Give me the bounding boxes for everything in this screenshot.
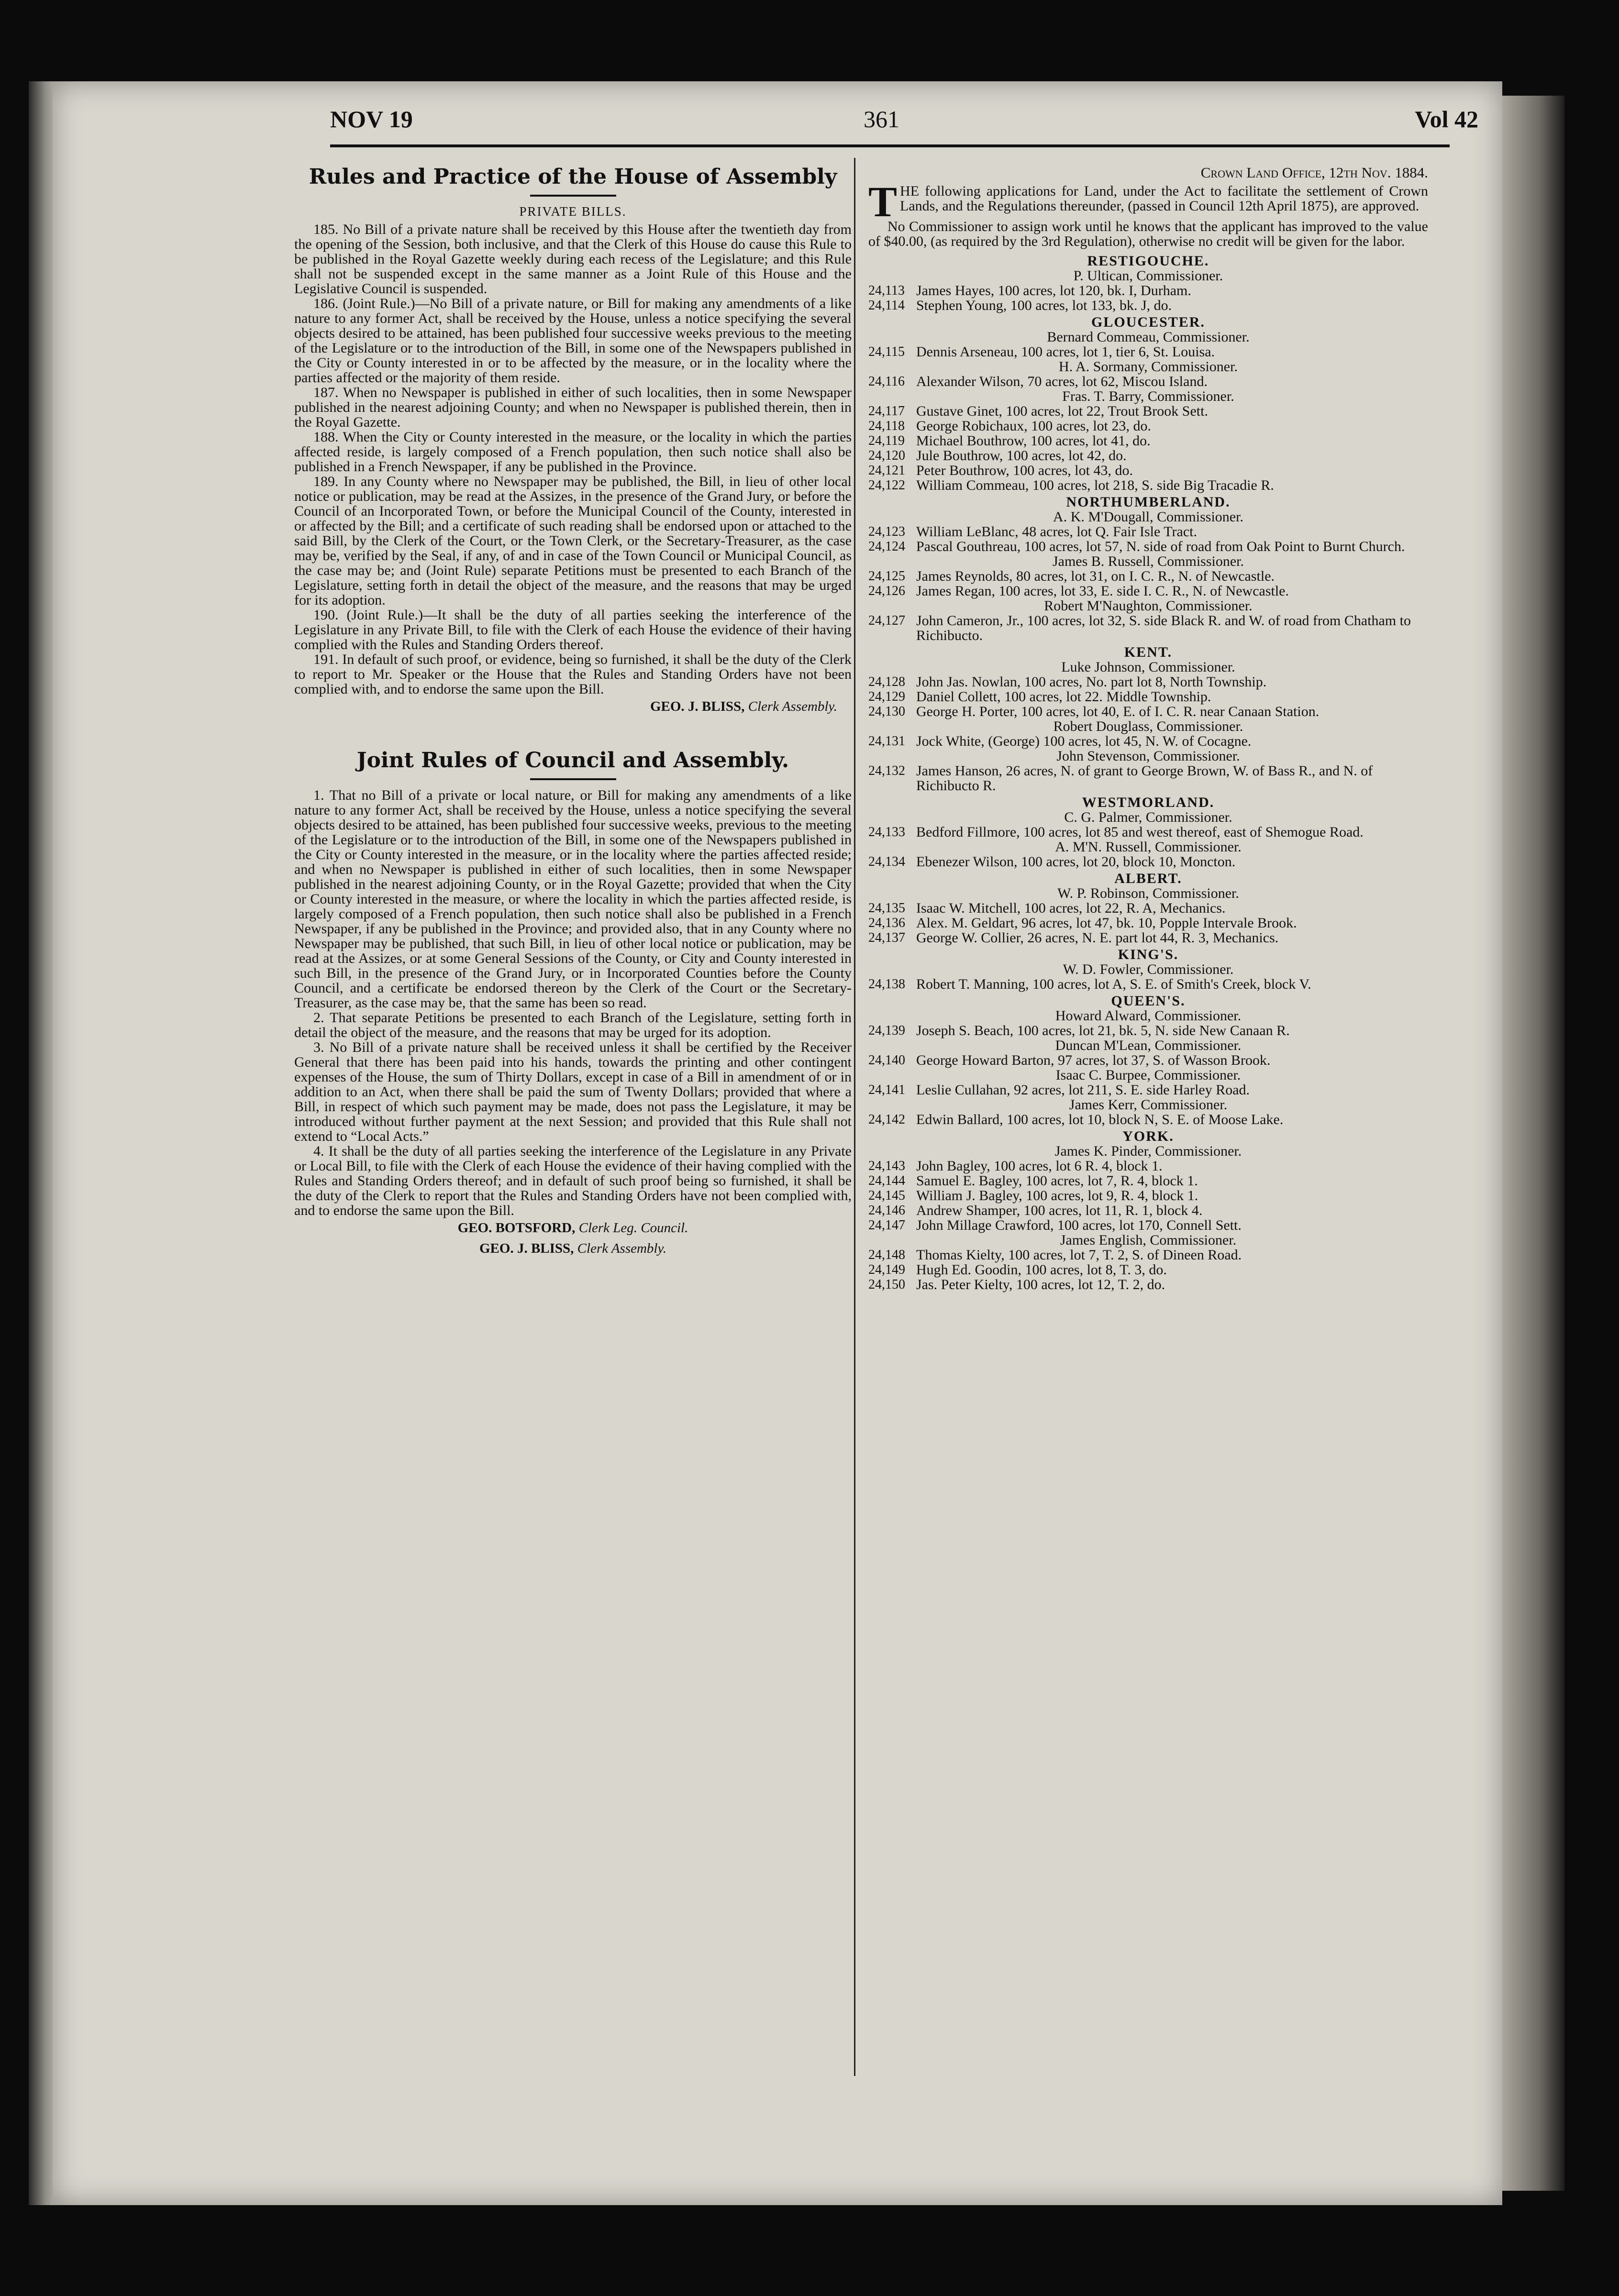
joint-rule-1: 1. That no Bill of a private or local nature, or Bill for making any amendments of a like nature to any former Act, shall be received by the House, unless a notice specifying the several objects desired to be attained, has been published four successive weeks, previous to the meeting of the Legislature or to the introduction of the Bill, in some one of the Newspapers published in the City or County interested in the measure, or in the locality where the parties affected reside; and when no Newspaper is published in either of such localities, then in some Newspaper published in the nearest adjoining County, or in the Royal Gazette; provided that when the City or County interested in the measure, or where the locality in which the parties affected reside, is largely composed of a French population, then such notice shall also be published in a French Newspaper, if any be published in the Province; and provided also, that in any County where no Newspaper may be published, that such Bill, in lieu of other local notice or publication, may be read at the Assizes, or at some General Sessions of the County, or City and County interested in such Bill, in the presence of the Grand Jury, or in Incorporated Counties before the County Council, and a certificate be endorsed thereon by the Clerk of the Court or the Secretary-Treasurer, as the case may be, that the same has been so read. [294,787,852,1011]
title-rule [530,195,616,197]
application-details: Leslie Cullahan, 92 acres, lot 211, S. E. side Harley Road. [916,1082,1250,1098]
rule-188: 188. When the City or County interested in the measure, or the locality in which the parties affected reside, is largely composed of a French population, then such notice shall also be published in a French Newspaper, if any be published in the Province. [294,429,852,475]
office-header: Crown Land Office, 12th Nov. 1884. [1200,164,1428,181]
running-head [330,105,1478,144]
commissioner-name: Fras. T. Barry, Commissioner. [1062,388,1234,404]
application-details: Joseph S. Beach, 100 acres, lot 21, bk. 5, N. side New Canaan R. [916,1023,1290,1038]
land-application-entry [868,524,1428,539]
commissioner-name: Howard Alward, Commissioner. [1055,1008,1242,1024]
land-application-entry [868,584,1428,598]
application-details: William J. Bagley, 100 acres, lot 9, R. 4, block 1. [916,1188,1198,1203]
land-application-entry [868,1112,1428,1127]
signature-name: GEO. J. BLISS, [479,1241,574,1256]
rule-186: 186. (Joint Rule.)—No Bill of a private nature, or Bill for making any amendments of a like nature to any former Act, shall be received by the House, unless a notice specifying the several objects desired to be attained, has been published four successive weeks previous to the meeting of the Legislature or to the introduction of the Bill, in some one of the Newspapers published in the City or County interested in or to be affected by the measure, or in the locality where the parties affected or the majority of them reside. [294,296,852,386]
commissioner-name: Luke Johnson, Commissioner. [1061,659,1235,675]
application-details: Peter Bouthrow, 100 acres, lot 43, do. [916,463,1133,478]
application-details: William LeBlanc, 48 acres, lot Q. Fair Isle Tract. [916,524,1197,540]
commissioner-note: No Commissioner to assign work until he knows that the applicant has improved to the value of $40.00, (as required by the 3rd Regulation), otherwise no credit will be given for the labor. [868,219,1428,249]
county-heading: KING'S. [1118,947,1179,962]
county-heading: YORK. [1122,1128,1174,1144]
application-details: Andrew Shamper, 100 acres, lot 11, R. 1, block 4. [916,1203,1203,1218]
land-application-entry [868,463,1428,478]
land-application-entry [868,374,1428,389]
application-details: Robert T. Manning, 100 acres, lot A, S. E. of Smith's Creek, block V. [916,976,1311,992]
land-application-entry [868,344,1428,359]
commissioner-name: A. K. M'Dougall, Commissioner. [1053,509,1243,525]
application-number: 24,127 [868,613,905,628]
header-date: NOV 19 [330,106,413,132]
application-details: Edwin Ballard, 100 acres, lot 10, block N, S. E. of Moose Lake. [916,1112,1284,1127]
application-number: 24,122 [868,478,905,493]
application-number: 24,136 [868,916,905,930]
application-number: 24,115 [868,344,905,359]
commissioner-name: A. M'N. Russell, Commissioner. [1055,839,1242,855]
application-details: Alexander Wilson, 70 acres, lot 62, Miscou Island. [916,374,1208,389]
application-number: 24,140 [868,1053,905,1068]
application-details: George Robichaux, 100 acres, lot 23, do. [916,418,1152,434]
drop-cap: T [868,178,898,226]
application-details: James Regan, 100 acres, lot 33, E. side I. C. R., N. of Newcastle. [916,583,1289,599]
commissioner-name: Bernard Commeau, Commissioner. [1047,329,1250,345]
county-heading: QUEEN'S. [1111,993,1186,1009]
application-details: Jock White, (George) 100 acres, lot 45, N. W. of Cocagne. [916,733,1252,749]
application-details: Samuel E. Bagley, 100 acres, lot 7, R. 4, block 1. [916,1173,1198,1189]
signature-name: GEO. BOTSFORD, [457,1220,576,1236]
newspaper-page [53,81,1502,2205]
rule-191: 191. In default of such proof, or evidence, being so furnished, it shall be the duty of the Clerk to report to Mr. Speaker or the House that the Rules and Standing Orders have not been complied with, and to endorse the same upon the Bill. [294,651,852,697]
signature-title: Clerk Assembly. [577,1241,667,1256]
application-details: Jule Bouthrow, 100 acres, lot 42, do. [916,448,1127,464]
application-details: Dennis Arseneau, 100 acres, lot 1, tier 6, St. Louisa. [916,344,1215,360]
joint-rule-2: 2. That separate Petitions be presented to each Branch of the Legislature, setting forth in detail the object of the measure, and the reasons that may be urged for its adoption. [294,1010,852,1040]
commissioner-name: W. P. Robinson, Commissioner. [1057,885,1239,901]
county-heading: NORTHUMBERLAND. [1066,494,1231,510]
section-title-joint-rules: Joint Rules of Council and Assembly. [356,748,789,773]
county-heading: RESTIGOUCHE. [1087,253,1209,269]
signature-name: GEO. J. BLISS, [650,699,745,714]
land-application-entry [868,613,1428,643]
right-column [868,165,1428,1292]
application-number: 24,118 [868,419,905,433]
signature-title: Clerk Assembly. [748,699,837,714]
application-number: 24,123 [868,524,905,539]
application-number: 24,128 [868,674,905,689]
land-application-entry [868,1277,1428,1292]
application-number: 24,134 [868,854,905,869]
application-number: 24,144 [868,1173,905,1188]
application-number: 24,113 [868,283,905,298]
commissioner-name: James K. Pinder, Commissioner. [1054,1143,1242,1159]
commissioner-name: Isaac C. Burpee, Commissioner. [1055,1067,1241,1083]
commissioner-name: James English, Commissioner. [1060,1232,1237,1248]
application-details: George W. Collier, 26 acres, N. E. part lot 44, R. 3, Mechanics. [916,930,1279,946]
land-application-entry [868,539,1428,554]
commissioner-name: Robert M'Naughton, Commissioner. [1044,598,1253,614]
commissioner-name: P. Ultican, Commissioner. [1073,268,1223,284]
section-subtitle: PRIVATE BILLS. [519,204,627,219]
application-number: 24,121 [868,463,905,478]
commissioner-name: James B. Russell, Commissioner. [1052,553,1244,569]
application-number: 24,133 [868,825,905,839]
intro-paragraph [868,178,1428,226]
application-number: 24,130 [868,704,905,719]
application-number: 24,145 [868,1188,905,1203]
application-details: James Hayes, 100 acres, lot 120, bk. I, Durham. [916,283,1191,298]
county-heading: GLOUCESTER. [1091,314,1205,330]
land-application-entry [868,704,1428,719]
application-number: 24,116 [868,374,905,389]
land-application-entry [868,419,1428,433]
application-details: Michael Bouthrow, 100 acres, lot 41, do. [916,433,1151,449]
land-application-entry [868,1203,1428,1218]
application-details: John Millage Crawford, 100 acres, lot 170, Connell Sett. [916,1217,1242,1233]
commissioner-name: H. A. Sormany, Commissioner. [1059,359,1238,375]
joint-rule-3: 3. No Bill of a private nature shall be received unless it shall be certified by the Receiver General that there has been paid into his hands, towards the printing and other contingent expenses of the House, the sum of Thirty Dollars, except in case of a Bill in amendment of or in addition to an Act, when there shall be paid the sum of Twenty Dollars; provided that where a Bill, in respect of which such payment may be made, does not pass the Legislature, it may be introduced without further payment at the next Session; and provided that this Rule shall not extend to “Local Acts.” [294,1039,852,1144]
application-number: 24,138 [868,977,905,992]
application-details: Hugh Ed. Goodin, 100 acres, lot 8, T. 3, do. [916,1262,1167,1278]
application-details: John Cameron, Jr., 100 acres, lot 32, S. side Black R. and W. of road from Chatham to Richibucto. [916,613,1411,643]
application-number: 24,114 [868,298,905,313]
left-column [294,165,852,1262]
page-edge-right [1502,96,1564,2191]
rule-189: 189. In any County where no Newspaper may be published, the Bill, in lieu of other local notice or publication, may be read at the Assizes, in the presence of the Grand Jury, or before the Council of an Incorporated Town, or before the Municipal Council of the County, interested in or affected by the Bill; and a certificate of such reading shall be endorsed upon or attached to the said Bill, by the Clerk of the Court, or the Town Clerk, or the Secretary-Treasurer, as the case may be, verified by the Seal, if any, of and in case of the Town Council or Municipal Council, as the case may be; and (Joint Rule) separate Petitions must be presented to each Branch of the Legislature, setting forth in detail the object of the measure, and the reasons that may be urged for its adoption. [294,474,852,608]
application-number: 24,117 [868,404,905,419]
land-application-entry [868,1173,1428,1188]
county-heading: WESTMORLAND. [1082,795,1215,810]
application-number: 24,147 [868,1218,905,1233]
land-application-entry [868,825,1428,839]
application-number: 24,142 [868,1112,905,1127]
application-number: 24,131 [868,734,905,749]
land-application-entry [868,1159,1428,1173]
application-number: 24,119 [868,433,905,448]
application-details: Isaac W. Mitchell, 100 acres, lot 22, R. A, Mechanics. [916,900,1226,916]
page-number: 361 [864,106,899,132]
application-number: 24,132 [868,763,905,778]
application-number: 24,143 [868,1159,905,1173]
application-details: George Howard Barton, 97 acres, lot 37, S. of Wasson Brook. [916,1052,1271,1068]
application-details: Gustave Ginet, 100 acres, lot 22, Trout Brook Sett. [916,403,1208,419]
land-application-entry [868,674,1428,689]
application-number: 24,124 [868,539,905,554]
commissioner-name: James Kerr, Commissioner. [1069,1097,1228,1113]
land-application-entry [868,448,1428,463]
application-details: Daniel Collett, 100 acres, lot 22. Middle Township. [916,689,1211,705]
application-number: 24,146 [868,1203,905,1218]
application-number: 24,149 [868,1262,905,1277]
land-application-entry [868,1082,1428,1097]
application-details: George H. Porter, 100 acres, lot 40, E. of I. C. R. near Canaan Station. [916,704,1320,719]
land-application-entry [868,569,1428,584]
commissioner-name: W. D. Fowler, Commissioner. [1063,961,1234,977]
application-details: Ebenezer Wilson, 100 acres, lot 20, block 10, Moncton. [916,854,1236,870]
signature-botsford [294,1221,852,1236]
application-number: 24,148 [868,1247,905,1262]
land-application-entry [868,1023,1428,1038]
application-details: William Commeau, 100 acres, lot 218, S. side Big Tracadie R. [916,477,1274,493]
application-details: Alex. M. Geldart, 96 acres, lot 47, bk. 10, Popple Intervale Brook. [916,915,1297,931]
land-application-entry [868,734,1428,749]
application-details: Thomas Kielty, 100 acres, lot 7, T. 2, S. of Dineen Road. [916,1247,1242,1263]
application-number: 24,129 [868,689,905,704]
rule-187: 187. When no Newspaper is published in either of such localities, then in some Newspaper published in the nearest adjoining County; and when no Newspaper is published therein, then in the Royal Gazette. [294,385,852,430]
application-number: 24,141 [868,1082,905,1097]
land-application-entry [868,298,1428,313]
column-divider [854,158,855,2076]
joint-rule-4: 4. It shall be the duty of all parties seeking the interference of the Legislature in any Private or Local Bill, to file with the Clerk of each House the evidence of their having complied with the Rules and Standing Orders thereof; and in default of such proof being so furnished, it shall be the duty of the Clerk to report that the Rules and Standing Orders have not been complied with, and to endorse the same upon the Bill. [294,1143,852,1218]
land-application-entry [868,916,1428,930]
signature-bliss [294,1241,852,1256]
header-rule [330,144,1450,147]
application-number: 24,137 [868,930,905,945]
rule-190: 190. (Joint Rule.)—It shall be the duty of all parties seeking the interference of the Legislature in any Private Bill, to file with the Clerk of each House the evidence of their having complied with the Rules and Standing Orders thereof. [294,607,852,652]
application-number: 24,135 [868,901,905,916]
volume-label: Vol 42 [1415,106,1478,132]
land-application-entry [868,1188,1428,1203]
signature-title: Clerk Leg. Council. [578,1220,688,1236]
application-details: James Reynolds, 80 acres, lot 31, on I. C. R., N. of Newcastle. [916,568,1275,584]
section-title-rules: Rules and Practice of the House of Assembly [309,165,837,189]
title-rule [530,778,616,780]
application-details: John Jas. Nowlan, 100 acres, No. part lot 8, North Township. [916,674,1267,690]
signature-bliss [294,699,837,714]
land-application-entry [868,977,1428,992]
commissioner-name: C. G. Palmer, Commissioner. [1064,809,1232,825]
land-application-entry [868,433,1428,448]
application-details: Bedford Fillmore, 100 acres, lot 85 and west thereof, east of Shemogue Road. [916,824,1364,840]
land-applications-list [868,254,1428,1292]
intro-text: HE following applications for Land, under the Act to facilitate the settlement of Crown Lands, and the Regulations thereunder, (passed in Council 12th April 1875), are approved. [900,183,1428,214]
land-application-entry [868,854,1428,869]
land-application-entry [868,1218,1428,1233]
commissioner-name: John Stevenson, Commissioner. [1056,748,1240,764]
land-application-entry [868,901,1428,916]
land-application-entry [868,404,1428,419]
land-application-entry [868,1262,1428,1277]
application-details: James Hanson, 26 acres, N. of grant to George Brown, W. of Bass R., and N. of Richibucto R. [916,763,1373,794]
application-number: 24,125 [868,569,905,584]
commissioner-name: Duncan M'Lean, Commissioner. [1055,1038,1242,1053]
application-details: John Bagley, 100 acres, lot 6 R. 4, block 1. [916,1158,1163,1174]
application-details: Pascal Gouthreau, 100 acres, lot 57, N. side of road from Oak Point to Burnt Church. [916,539,1405,554]
land-application-entry [868,763,1428,793]
county-heading: KENT. [1124,644,1173,660]
application-number: 24,120 [868,448,905,463]
application-details: Jas. Peter Kielty, 100 acres, lot 12, T. 2, do. [916,1277,1165,1292]
land-application-entry [868,1053,1428,1068]
land-application-entry [868,283,1428,298]
county-heading: ALBERT. [1114,871,1182,886]
rule-185: 185. No Bill of a private nature shall be received by this House after the twentieth day from the opening of the Session, both inclusive, and that the Clerk of this House do cause this Rule to be published in the Royal Gazette weekly during each recess of the Legislature; and this Rule shall not be suspended except in the same manner as a Joint Rule of this House and the Legislative Council is suspended. [294,221,852,297]
application-details: Stephen Young, 100 acres, lot 133, bk. J, do. [916,298,1172,313]
land-application-entry [868,930,1428,945]
land-application-entry [868,1247,1428,1262]
land-application-entry [868,478,1428,493]
commissioner-name: Robert Douglass, Commissioner. [1053,718,1243,734]
application-number: 24,126 [868,584,905,598]
application-number: 24,150 [868,1277,905,1292]
application-number: 24,139 [868,1023,905,1038]
land-application-entry [868,689,1428,704]
